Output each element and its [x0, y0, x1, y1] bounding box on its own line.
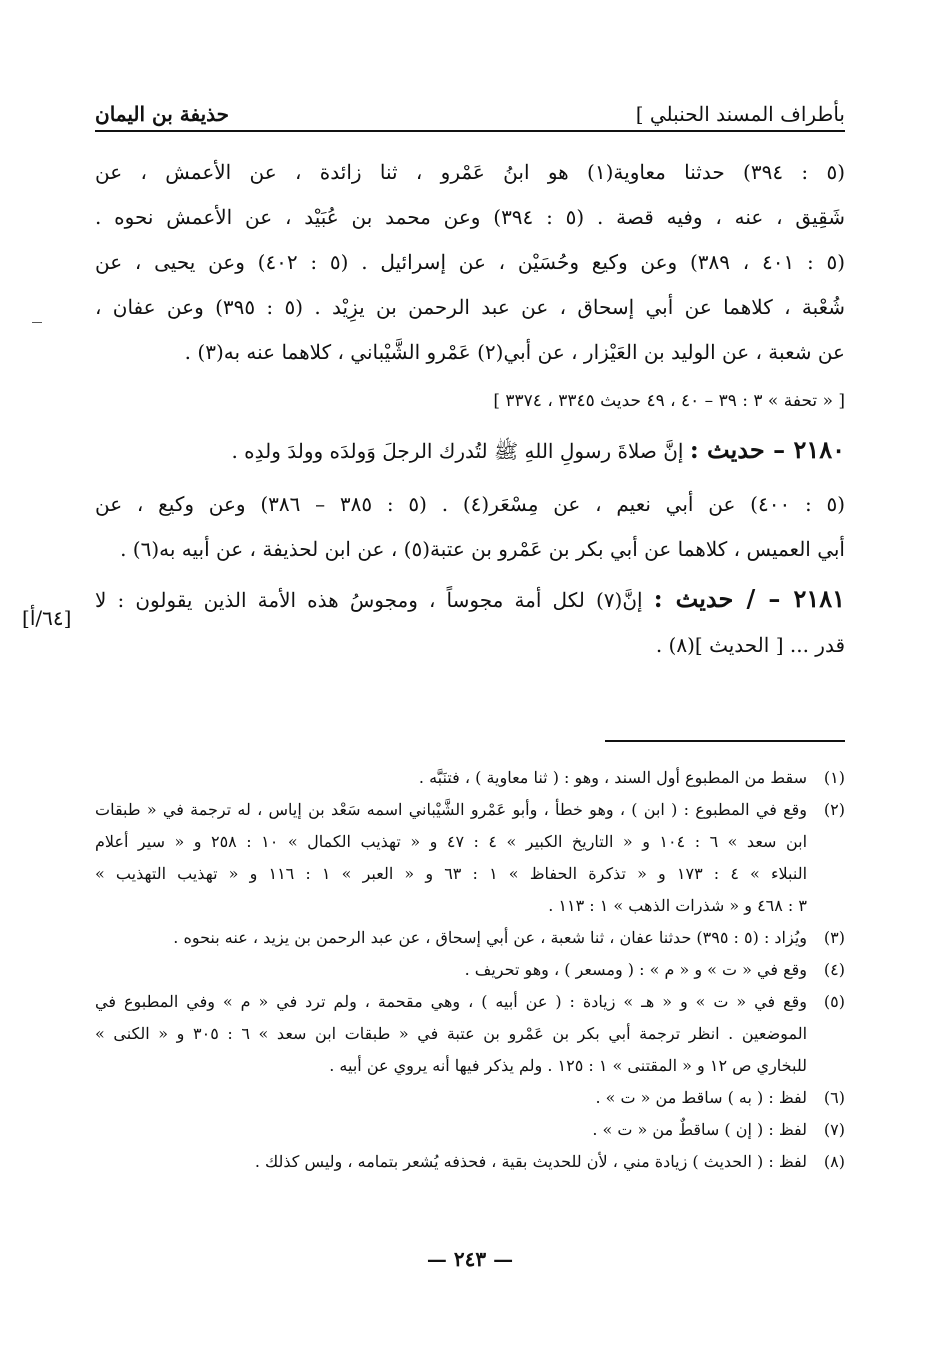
- tuhfa-reference: [ « تحفة » ٣ : ٣٩ – ٤٠ ، ٤٩ حديث ٣٣٤٥ ، ٣٣٧٤ ]: [493, 391, 845, 411]
- footnote-number: (٢): [823, 800, 845, 819]
- text-line: (٥ : ٤٠١ ، ٣٨٩) وعن وكيع وحُسَيْن ، عن إسرائيل . (٥ : ٤٠٢) وعن يحيى ، عن: [95, 250, 845, 274]
- footnote: [95, 986, 845, 1082]
- footnote-line: للبخاري ص ١٢ و « المقتنى » ١ : ١٢٥ . ولم يذكر فيها أنه يروي عن أبيه .: [329, 1056, 807, 1075]
- footnote-number: (١): [823, 768, 845, 787]
- hadith-text: إنَّ صلاةَ رسولِ اللهِ ﷺ لتُدرك الرجلَ وَولدَه وولدَ ولدِه .: [231, 439, 684, 463]
- book-title: بأطراف المسند الحنبلي ]: [635, 102, 845, 126]
- page-number: — ٢٤٣ —: [426, 1247, 514, 1271]
- footnote-number: (٥): [823, 992, 845, 1011]
- text-line: (٥ : ٤٠٠) عن أبي نعيم ، عن مِسْعَر(٤) . (٥ : ٣٨٥ – ٣٨٦) وعن وكيع ، عن: [95, 492, 845, 516]
- footnote-line: النبلاء » ٤ : ١٧٣ و « تذكرة الحفاظ » ١ : ٦٣ و « العبر » ١ : ١١٦ و « تهذيب التهذيب »: [95, 864, 807, 883]
- text-line: شُعْبة ، كلاهما عن أبي إسحاق ، عن عبد الرحمن بن يزِيْد . (٥ : ٣٩٥) وعن عفان ،: [95, 295, 845, 319]
- footnote-line: سقط من المطبوع أول السند ، وهو : ( ثنا معاوية ) ، فتنَبَّه .: [418, 768, 807, 787]
- hadith-2180: [95, 427, 845, 474]
- footnote-line: ٣ : ٤٦٨ و « شذرات الذهب » ١ : ١١٣ .: [548, 896, 807, 915]
- footnote-text: [95, 1114, 807, 1146]
- hadith-2181: [95, 576, 845, 668]
- hadith-line: [95, 576, 845, 623]
- footnote-text: [95, 762, 807, 794]
- footnote-text: [95, 1146, 807, 1178]
- footnote-line: وقع في « ت » و « هـ » زيادة : ( عن أبيه ) ، وهي مقحمة ، ولم ترد في « م » وفي المطبوع في: [95, 992, 807, 1011]
- footnote-line: وقع في المطبوع : ( ابن ) ، وهو خطأ ، وأبو عَمْرو الشَّيْباني اسمه سَعْد بن إياس ، له ترجمة في « طبقات: [95, 800, 807, 819]
- text-line: أبي العميس ، كلاهما عن أبي بكر بن عَمْرو بن عتبة(٥) ، عن ابن لحذيفة ، عن أبيه به(٦) .: [120, 537, 845, 561]
- section-title: حذيفة بن اليمان: [95, 102, 230, 126]
- footnote-line: ويُزاد : (٥ : ٣٩٥) حدثنا عفان ، ثنا شعبة ، عن أبي إسحاق ، عن عبد الرحمن بن يزيد ، عنه بنحوه .: [173, 928, 807, 947]
- manuscript-folio-ref: [٦٤/أ]: [22, 606, 72, 630]
- footnote-text: [95, 922, 807, 954]
- footnote: [95, 1082, 845, 1114]
- footnote: [95, 762, 845, 794]
- spacer: [95, 474, 845, 482]
- footnote: [95, 1146, 845, 1178]
- footnote-text: [95, 794, 807, 922]
- footnote-number: (٣): [823, 928, 845, 947]
- text-line: عن شعبة ، عن الوليد بن العَيْزار ، عن أبي(٢) عَمْرو الشَّيْباني ، كلاهما عنه به(٣) .: [184, 340, 845, 364]
- footnote-text: [95, 1082, 807, 1114]
- margin-mark: [32, 322, 42, 323]
- hadith-line: قدر ... [ الحديث ](٨) .: [655, 633, 845, 657]
- text-line: شَقِيق ، عنه ، وفيه قصة . (٥ : ٣٩٤) وعن محمد بن عُبَيْد ، عن الأعمش نحوه .: [95, 205, 845, 229]
- paragraph-isnad-1: [95, 150, 845, 375]
- footnote: [95, 794, 845, 922]
- hadith-line: [95, 427, 845, 474]
- footnote: [95, 954, 845, 986]
- hadith-text: إنَّ(٧) لكل أمة مجوساً ، ومجوسُ هذه الأمة الذين يقولون : لا: [95, 588, 643, 612]
- footnote-line: لفظ : ( إن ) ساقطٌ من « ت » .: [592, 1120, 807, 1139]
- hadith-number: ٢١٨١ – / حديث :: [653, 584, 845, 613]
- main-text: [95, 150, 845, 668]
- footnote-number: (٦): [823, 1088, 845, 1107]
- footnote-number: (٨): [823, 1152, 845, 1171]
- hadith-number: ٢١٨٠ – حديث :: [689, 435, 845, 464]
- footnote-line: ابن سعد » ٦ : ١٠٤ و « التاريخ الكبير » ٤ : ٤٧ و « تهذيب الكمال » ١٠ : ٢٥٨ و « سير أعلام: [95, 832, 807, 851]
- footnotes: [95, 762, 845, 1178]
- footnote-number: (٤): [823, 960, 845, 979]
- footnote-line: لفظ : ( به ) ساقط من « ت » .: [595, 1088, 807, 1107]
- footnote-line: وقع في « ت » و « م » : ( ومسعر ) ، وهو تحريف .: [464, 960, 807, 979]
- footnote: [95, 922, 845, 954]
- footnote-line: لفظ : ( الحديث ) زيادة مني ، لأن للحديث بقية ، فحذفه يُشعر بتمامه ، وليس كذلك .: [254, 1152, 807, 1171]
- footnote-text: [95, 986, 807, 1082]
- footnote-text: [95, 954, 807, 986]
- footnote-number: (٧): [823, 1120, 845, 1139]
- footnote-line: الموضعين . انظر ترجمة أبي بكر بن عَمْرو بن عتبة في « طبقات ابن سعد » ٦ : ٣٠٥ و « الكنى »: [95, 1024, 807, 1043]
- footnote: [95, 1114, 845, 1146]
- footnote-divider: [605, 740, 845, 742]
- running-header: [95, 90, 845, 132]
- paragraph-isnad-2: [95, 482, 845, 572]
- text-line: (٥ : ٣٩٤) حدثنا معاوية(١) هو ابنُ عَمْرو ، ثنا زائدة ، عن الأعمش ، عن: [95, 160, 845, 184]
